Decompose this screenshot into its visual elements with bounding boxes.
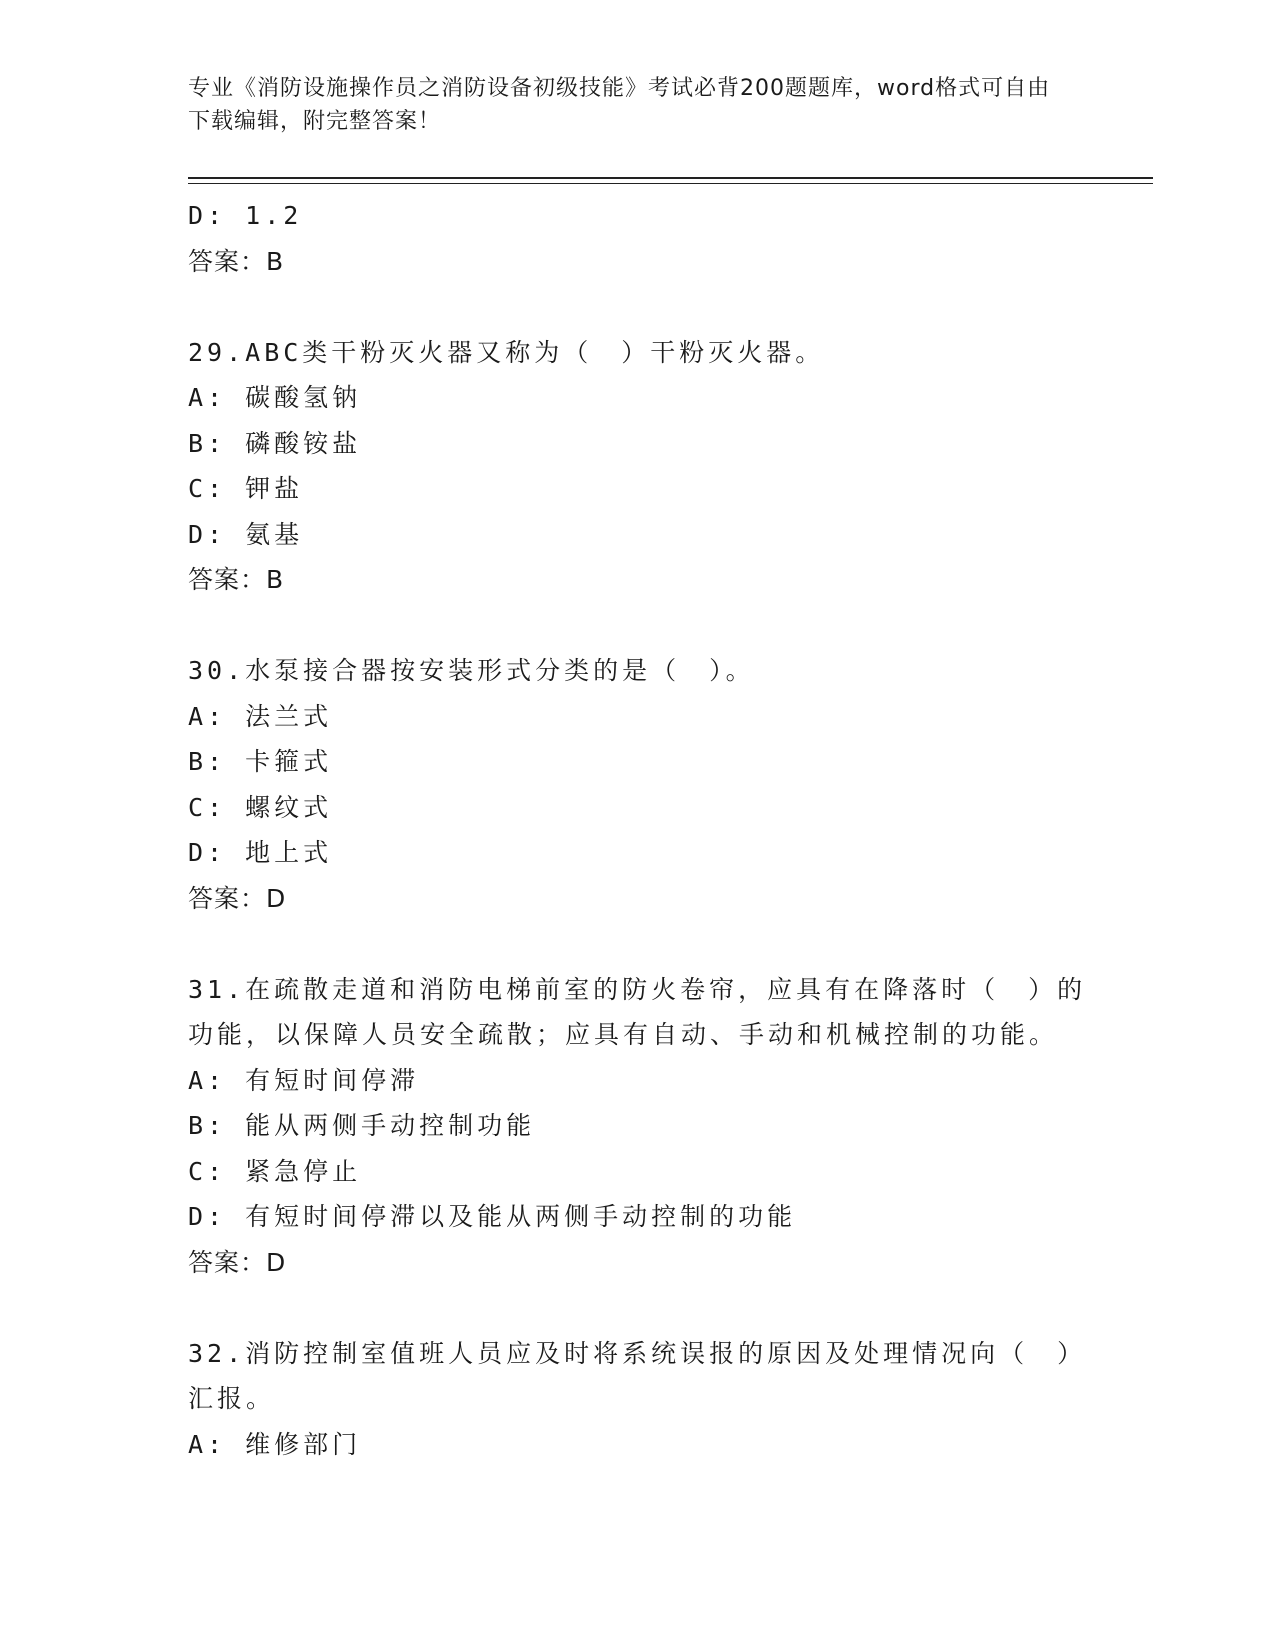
option-b: B: 卡箍式 xyxy=(188,747,333,776)
header-rule-thick xyxy=(188,177,1153,179)
option-c: C: 螺纹式 xyxy=(188,792,333,822)
question-stem: 31.在疏散走道和消防电梯前室的防火卷帘，应具有在降落时（ ）的功能，以保障人员安全疏散；应具有自动、手动和机械控制的功能。 xyxy=(188,974,1087,1049)
answer-line: 答案：B xyxy=(188,565,285,594)
question-30 xyxy=(188,648,1088,921)
option-b: B: 能从两侧手动控制功能 xyxy=(188,1111,536,1140)
answer-line: 答案：D xyxy=(188,883,287,913)
option-c: C: 钾盐 xyxy=(188,474,304,503)
option-a: A: 碳酸氢钠 xyxy=(188,383,362,412)
question-stem: 32.消防控制室值班人员应及时将系统误报的原因及处理情况向（ ）汇报。 xyxy=(188,1338,1087,1413)
question-stem: 29.ABC类干粉灭火器又称为（ ）干粉灭火器。 xyxy=(188,337,825,367)
option-d: D: 氨基 xyxy=(188,519,304,549)
option-d: D: 有短时间停滞以及能从两侧手动控制的功能 xyxy=(188,1202,797,1231)
question-31 xyxy=(188,967,1088,1286)
question-29 xyxy=(188,330,1088,603)
answer-line: 答案：B xyxy=(188,246,285,276)
answer-line: 答案：D xyxy=(188,1247,287,1277)
option-a: A: 维修部门 xyxy=(188,1429,362,1459)
option-c: C: 紧急停止 xyxy=(188,1156,362,1186)
option-a: A: 有短时间停滞 xyxy=(188,1065,420,1095)
question-32 xyxy=(188,1331,1088,1468)
option-d: D: 1.2 xyxy=(188,201,303,230)
option-a: A: 法兰式 xyxy=(188,701,333,731)
question-stem: 30.水泵接合器按安装形式分类的是（ ）。 xyxy=(188,656,755,685)
question-list xyxy=(188,193,1088,1467)
option-b: B: 磷酸铵盐 xyxy=(188,428,362,458)
document-header: 专业《消防设施操作员之消防设备初级技能》考试必背200题题库，word格式可自由下载编辑，附完整答案！ xyxy=(188,76,1051,134)
header-rule-thin xyxy=(188,183,1153,184)
option-d: D: 地上式 xyxy=(188,838,333,867)
